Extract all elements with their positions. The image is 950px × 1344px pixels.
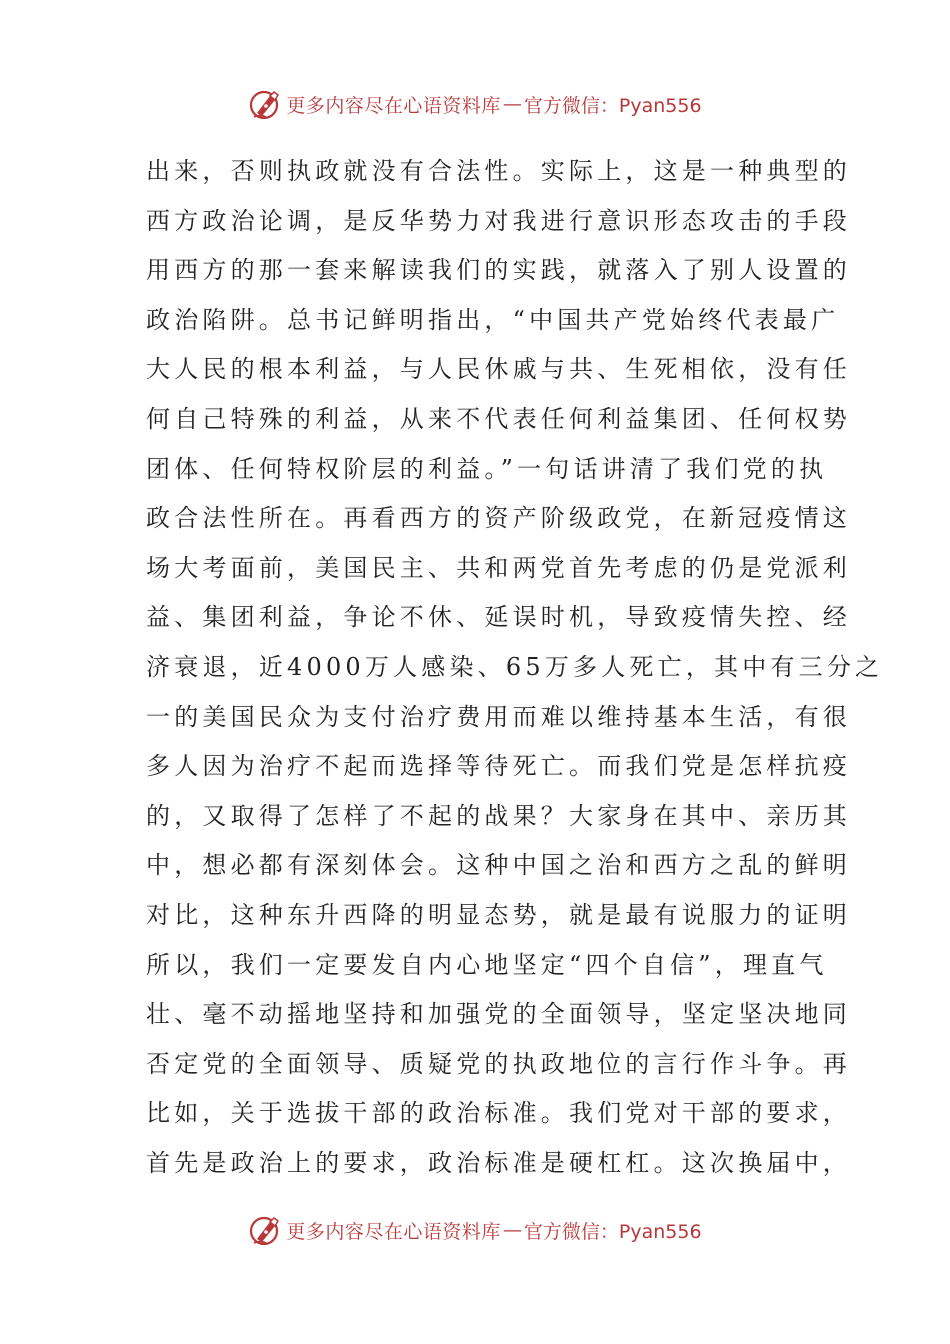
text-line: 场大考面前，美国民主、共和两党首先考虑的仍是党派利 [146, 553, 851, 582]
footer-site-text: 更多内容尽在心语资料库 [286, 1220, 501, 1243]
pen-nib-logo-icon [248, 1213, 282, 1247]
header-banner [0, 84, 950, 124]
text-line: 西方政治论调，是反华势力对我进行意识形态攻击的手段 [146, 206, 851, 235]
text-line: 首先是政治上的要求，政治标准是硬杠杠。这次换届中， [146, 1148, 851, 1177]
header-separator: — [502, 93, 522, 115]
text-line: 出来，否则执政就没有合法性。实际上，这是一种典型的 [146, 157, 851, 185]
text-line: 用西方的那一套来解读我们的实践，就落入了别人设置的 [146, 256, 851, 285]
pen-nib-logo-icon [248, 87, 282, 121]
text-line: 壮、毫不动摇地坚持和加强党的全面领导，坚定坚决地同 [146, 1000, 851, 1029]
text-line: 政治陷阱。总书记鲜明指出，“中国共产党始终代表最广 [146, 305, 840, 334]
footer-wechat-text: 官方微信：Pyan556 [523, 1220, 702, 1243]
text-line: 济衰退，近4000万人感染、65万多人死亡，其中有三分之 [146, 652, 884, 681]
text-line: 对比，这种东升西降的明显态势，就是最有说服力的证明 [146, 900, 851, 929]
footer-banner [0, 1210, 950, 1250]
text-line: 所以，我们一定要发自内心地坚定“四个自信”，理直气 [146, 950, 828, 979]
header-site-text: 更多内容尽在心语资料库 [286, 94, 501, 117]
text-line: 大人民的根本利益，与人民休戚与共、生死相依，没有任 [146, 355, 851, 384]
text-line: 的，又取得了怎样了不起的战果？大家身在其中、亲历其 [146, 801, 851, 830]
text-line: 中，想必都有深刻体会。这种中国之治和西方之乱的鲜明 [146, 851, 851, 880]
text-line: 否定党的全面领导、质疑党的执政地位的言行作斗争。再 [146, 1049, 851, 1078]
text-line: 比如，关于选拔干部的政治标准。我们党对干部的要求， [146, 1099, 851, 1128]
text-line: 多人因为治疗不起而选择等待死亡。而我们党是怎样抗疫 [146, 752, 851, 781]
text-line: 团体、任何特权阶层的利益。”一句话讲清了我们党的执 [146, 454, 828, 483]
text-line: 政合法性所在。再看西方的资产阶级政党，在新冠疫情这 [146, 504, 851, 533]
text-line: 益、集团利益，争论不休、延误时机，导致疫情失控、经 [146, 603, 851, 632]
header-wechat-text: 官方微信：Pyan556 [523, 94, 702, 117]
document-body [146, 147, 884, 1188]
footer-separator: — [502, 1219, 522, 1241]
text-line: 何自己特殊的利益，从来不代表任何利益集团、任何权势 [146, 404, 851, 433]
text-line: 一的美国民众为支付治疗费用而难以维持基本生活，有很 [146, 702, 851, 731]
